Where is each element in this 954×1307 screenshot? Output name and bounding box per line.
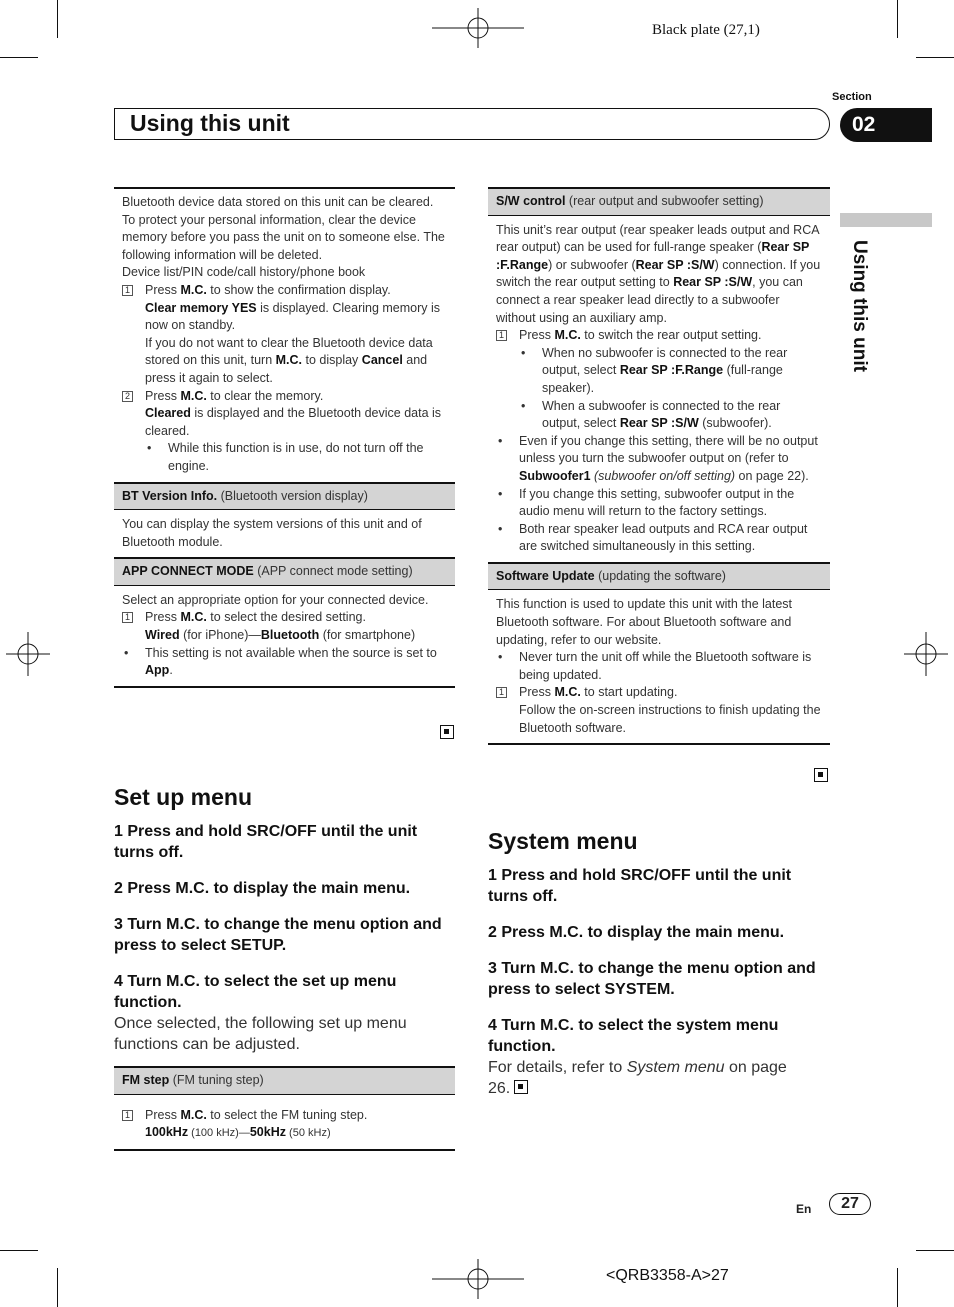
text: Cleared (145, 406, 191, 421)
crop-mark (57, 1268, 58, 1307)
paragraph: Device list/PIN code/call history/phone book (122, 265, 366, 280)
step-number: 1 (122, 1110, 133, 1121)
text: M.C. (180, 1107, 207, 1122)
text: Bluetooth (260, 628, 320, 643)
registration-mark-icon (6, 632, 50, 676)
crop-mark (57, 0, 58, 38)
step-item (496, 327, 822, 345)
end-mark-icon (440, 725, 454, 739)
side-tab-bar (840, 213, 932, 227)
system-step-2: 2 Press M.C. to display the main menu. (488, 924, 785, 941)
text: and press it again to select. (145, 353, 428, 385)
setup-step-3: 3 Turn M.C. to change the menu option and press to select SETUP. (114, 916, 442, 954)
text: to display (302, 353, 362, 368)
text: Rear SP :S/W (619, 416, 699, 431)
text: BT Version Info. (122, 488, 218, 503)
bullet-item: • Never turn the unit off while the Bluetooth software is being updated. (496, 649, 822, 684)
step-item (496, 684, 822, 737)
setup-menu-heading: Set up menu (114, 784, 253, 810)
fm-step-section (114, 1066, 455, 1151)
text: Rear SP :S/W (673, 275, 753, 290)
bullet-item: • Even if you change this setting, there will be no output unless you turn the subwoofer output on (refer to Subwoofer1 (subwoofer on/off setting) on page 22). (498, 433, 818, 483)
bullet-item: • While this function is in use, do not turn off the engine. (122, 440, 447, 475)
bt-version-body (114, 510, 455, 557)
text: Cancel (361, 353, 403, 368)
text: (50 kHz) (285, 1127, 331, 1140)
text: (FM tuning step) (169, 1073, 264, 1087)
text: ) or subwoofer ( (548, 257, 636, 272)
text: to switch the rear output setting. (580, 328, 762, 343)
fm-step-header (114, 1066, 455, 1095)
text: Rear SP :S/W (635, 257, 715, 272)
text: Clear memory YES (145, 300, 257, 315)
system-menu-heading: System menu (488, 828, 638, 854)
text: to show the confirmation display. (206, 282, 391, 297)
bullet-item: • Both rear speaker lead outputs and RCA rear output are switched simultaneously in this setting. (496, 521, 822, 556)
text: M.C. (180, 388, 207, 403)
bullet-item: • If you change this setting, subwoofer output in the audio menu will return to the factory settings. (496, 486, 822, 521)
bullet-item: • When a subwoofer is connected to the rear output, select Rear SP :S/W (subwoofer). (521, 398, 781, 431)
text: Press (519, 328, 555, 343)
text: For details, refer to (488, 1059, 627, 1076)
crop-mark (0, 57, 38, 58)
text: Rear SP :F.Range (496, 240, 810, 272)
crop-mark (916, 1250, 954, 1251)
step-number: 1 (122, 285, 133, 296)
left-column (114, 187, 455, 688)
text: to start updating. (580, 685, 678, 700)
text: (for iPhone)— (179, 628, 261, 643)
text: Press (145, 1107, 181, 1122)
text: (subwoofer). (698, 416, 772, 431)
text: Press (519, 685, 555, 700)
software-update-header (488, 562, 830, 591)
crop-mark (0, 1250, 38, 1251)
registration-mark-icon (432, 8, 524, 48)
setup-step-4-text: Once selected, the following set up menu functions can be adjusted. (114, 1015, 407, 1053)
app-connect-header (114, 557, 455, 586)
right-column (488, 187, 830, 745)
end-mark-icon (514, 1080, 528, 1094)
text: (full-range speaker). (542, 363, 783, 395)
software-update-body (488, 590, 830, 743)
text: Even if you change this setting, there will be no output unless you turn the subwoofer output on (refer to (519, 433, 818, 466)
crop-mark (897, 1268, 898, 1307)
text: (for smartphone) (319, 628, 416, 643)
page-title: Using this unit (130, 110, 290, 136)
setup-step-2: 2 Press M.C. to display the main menu. (114, 880, 411, 897)
step-item (122, 282, 447, 388)
text: FM step (122, 1073, 170, 1087)
text: (rear output and subwoofer setting) (565, 194, 764, 208)
text: This setting is not available when the source is set to (145, 645, 437, 660)
plate-label: Black plate (27,1) (652, 22, 760, 38)
divider (114, 1149, 455, 1151)
text: M.C. (180, 282, 207, 297)
text: This unit’s rear output (rear speaker leads output and RCA rear output) can be used for full-range speaker ( (496, 222, 819, 255)
page-number: 27 (829, 1193, 871, 1215)
text: 50kHz (249, 1125, 286, 1140)
registration-mark-icon (904, 632, 948, 676)
clear-memory-section (114, 189, 455, 482)
crop-mark (897, 0, 898, 38)
divider (488, 743, 830, 745)
text: When a subwoofer is connected to the rear output, select (542, 398, 781, 431)
step-number: 1 (122, 612, 133, 623)
text: (subwoofer on/off setting) (590, 468, 736, 483)
text: Follow the on-screen instructions to finish updating the Bluetooth software. (519, 703, 821, 735)
paragraph (496, 222, 822, 328)
step-number: 2 (122, 391, 133, 402)
text: If you do not want to clear the Bluetooth device data stored on this unit, turn (145, 335, 433, 368)
text: Wired (145, 628, 180, 643)
divider (114, 686, 455, 688)
text: Subwoofer1 (519, 468, 591, 483)
text: Press (145, 282, 181, 297)
crop-mark (916, 57, 954, 58)
text: , you can connect a rear speaker lead directly to a subwoofer without using an auxiliary amp. (496, 275, 803, 325)
end-mark-icon (814, 768, 828, 782)
text: M.C. (275, 353, 303, 368)
text: to clear the memory. (206, 388, 324, 403)
app-connect-body (114, 586, 455, 686)
text: is displayed. Clearing memory is now on standby. (145, 300, 441, 333)
paragraph: This function is used to update this unit with the latest Bluetooth software. For about Bluetooth software and updating, refer to our website. (496, 597, 793, 647)
text: While this function is in use, do not turn off the engine. (168, 441, 424, 473)
system-step-4-text (488, 1057, 808, 1099)
bullet-item: • When no subwoofer is connected to the rear output, select Rear SP :F.Range (full-range speaker). (521, 345, 788, 395)
language-label: En (796, 1202, 812, 1216)
registration-mark-icon (432, 1259, 524, 1299)
text: M.C. (180, 610, 207, 625)
step-number: 1 (496, 687, 507, 698)
text: is displayed and the Bluetooth device data is cleared. (145, 406, 442, 438)
system-step-3: 3 Turn M.C. to change the menu option and press to select SYSTEM. (488, 960, 816, 998)
text: (100 kHz)— (188, 1127, 250, 1140)
section-number: 02 (840, 108, 932, 142)
sw-control-body (488, 216, 830, 562)
text: . (169, 663, 173, 678)
text: M.C. (554, 685, 581, 700)
text: When no subwoofer is connected to the rear output, select (542, 345, 788, 378)
step-item (122, 1107, 447, 1143)
text: on page 22). (735, 468, 809, 483)
text: Software Update (496, 568, 595, 583)
text: to select the FM tuning step. (206, 1107, 368, 1122)
text: APP CONNECT MODE (122, 564, 254, 579)
text: (Bluetooth version display) (217, 488, 368, 503)
text: App (145, 663, 170, 678)
document-code: <QRB3358-A>27 (606, 1267, 729, 1284)
bt-version-header (114, 482, 455, 511)
fm-step-body (114, 1095, 455, 1149)
step-number: 1 (496, 330, 507, 341)
system-step-4: 4 Turn M.C. to select the system menu function. (488, 1017, 779, 1055)
paragraph: Select an appropriate option for your connected device. (122, 592, 429, 607)
text: (APP connect mode setting) (253, 564, 413, 579)
text: Never turn the unit off while the Bluetooth software is being updated. (519, 650, 812, 682)
text: on page 26. (488, 1059, 787, 1097)
text: System menu (626, 1059, 725, 1076)
text: to select the desired setting. (206, 610, 366, 625)
paragraph: You can display the system versions of this unit and of Bluetooth module. (122, 517, 422, 549)
paragraph: Bluetooth device data stored on this unit can be cleared. To protect your personal information, clear the device memory before you pass the unit on to someone else. The following information will be deleted. (122, 195, 445, 262)
bullet-item: • This setting is not available when the source is set to App. (124, 645, 437, 678)
setup-step-4: 4 Turn M.C. to select the set up menu function. (114, 973, 397, 1011)
text: S/W control (496, 194, 566, 208)
step-item (122, 388, 447, 441)
section-label: Section (832, 91, 872, 103)
sw-control-header (488, 187, 830, 216)
text: Press (145, 388, 181, 403)
setup-step-1: 1 Press and hold SRC/OFF until the unit turns off. (114, 823, 418, 861)
text: Both rear speaker lead outputs and RCA rear output are switched simultaneously in this setting. (519, 521, 808, 554)
text: M.C. (554, 328, 581, 343)
text: 100kHz (145, 1125, 189, 1140)
step-item (122, 609, 447, 644)
text: Rear SP :F.Range (619, 363, 724, 378)
system-step-1: 1 Press and hold SRC/OFF until the unit turns off. (488, 867, 792, 905)
text: ) connection. If you switch the rear output setting to (496, 257, 821, 290)
side-tab-label: Using this unit (849, 240, 870, 372)
text: If you change this setting, subwoofer output in the audio menu will return to the factory settings. (519, 486, 795, 519)
text: (updating the software) (594, 568, 726, 583)
text: Press (145, 610, 181, 625)
